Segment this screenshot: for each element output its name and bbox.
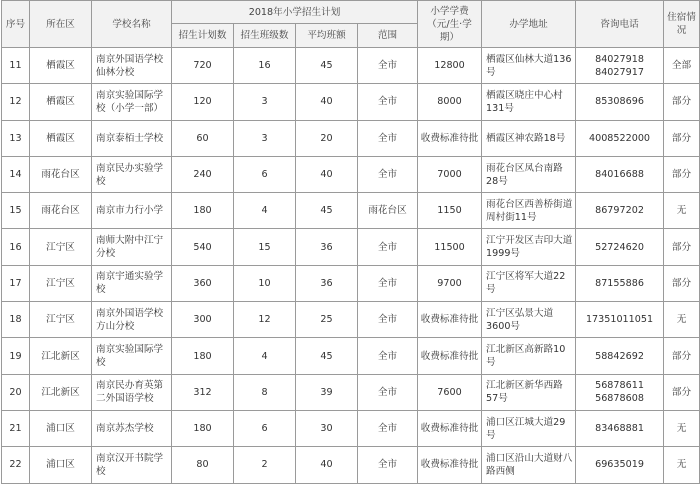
table-row — [2, 48, 700, 84]
cell-class-count: 6 — [234, 410, 296, 446]
cell-boarding: 部分 — [664, 156, 700, 192]
cell-address: 江宁区弘景大道3600号 — [482, 302, 576, 338]
cell-plan-count: 300 — [172, 302, 234, 338]
cell-tuition: 收费标准待批 — [418, 120, 482, 156]
cell-seq: 18 — [2, 302, 30, 338]
header-district: 所在区 — [30, 1, 92, 48]
cell-seq: 12 — [2, 84, 30, 120]
cell-tuition: 7000 — [418, 156, 482, 192]
cell-class-count: 12 — [234, 302, 296, 338]
cell-class-count: 6 — [234, 156, 296, 192]
cell-phone: 56878611 56878608 — [576, 374, 664, 410]
cell-district: 江宁区 — [30, 302, 92, 338]
cell-phone: 84016688 — [576, 156, 664, 192]
table-row — [2, 229, 700, 265]
cell-school: 南京汉开书院学校 — [92, 447, 172, 483]
cell-phone: 69635019 — [576, 447, 664, 483]
cell-plan-count: 180 — [172, 338, 234, 374]
cell-address: 江宁开发区吉印大道1999号 — [482, 229, 576, 265]
cell-avg-class: 45 — [296, 48, 358, 84]
cell-phone: 17351011051 — [576, 302, 664, 338]
cell-tuition: 收费标准待批 — [418, 338, 482, 374]
cell-district: 栖霞区 — [30, 48, 92, 84]
cell-seq: 21 — [2, 410, 30, 446]
table-row — [2, 265, 700, 301]
table-row — [2, 120, 700, 156]
cell-district: 雨花台区 — [30, 193, 92, 229]
cell-class-count: 4 — [234, 338, 296, 374]
cell-plan-count: 360 — [172, 265, 234, 301]
table-row — [2, 193, 700, 229]
cell-avg-class: 39 — [296, 374, 358, 410]
cell-tuition: 收费标准待批 — [418, 302, 482, 338]
header-avg-class: 平均班额 — [296, 24, 358, 48]
cell-district: 浦口区 — [30, 410, 92, 446]
cell-boarding: 无 — [664, 410, 700, 446]
cell-address: 江北新区高新路10号 — [482, 338, 576, 374]
cell-district: 江宁区 — [30, 265, 92, 301]
cell-tuition: 收费标准待批 — [418, 447, 482, 483]
cell-scope: 全市 — [358, 156, 418, 192]
cell-plan-count: 60 — [172, 120, 234, 156]
cell-school: 南京外国语学校方山分校 — [92, 302, 172, 338]
cell-tuition: 收费标准待批 — [418, 410, 482, 446]
cell-address: 栖霞区晓庄中心村131号 — [482, 84, 576, 120]
cell-seq: 22 — [2, 447, 30, 483]
table-row — [2, 447, 700, 483]
cell-scope: 全市 — [358, 48, 418, 84]
cell-address: 江宁区将军大道22号 — [482, 265, 576, 301]
cell-class-count: 2 — [234, 447, 296, 483]
header-seq: 序号 — [2, 1, 30, 48]
cell-school: 南京苏杰学校 — [92, 410, 172, 446]
cell-school: 南京泰栢士学校 — [92, 120, 172, 156]
cell-district: 雨花台区 — [30, 156, 92, 192]
cell-class-count: 3 — [234, 84, 296, 120]
header-school: 学校名称 — [92, 1, 172, 48]
cell-school: 南京实验国际学校 — [92, 338, 172, 374]
cell-district: 栖霞区 — [30, 120, 92, 156]
cell-seq: 13 — [2, 120, 30, 156]
cell-tuition: 8000 — [418, 84, 482, 120]
header-address: 办学地址 — [482, 1, 576, 48]
cell-school: 南京宇通实验学校 — [92, 265, 172, 301]
cell-avg-class: 30 — [296, 410, 358, 446]
cell-phone: 86797202 — [576, 193, 664, 229]
cell-phone: 83468881 — [576, 410, 664, 446]
cell-class-count: 15 — [234, 229, 296, 265]
cell-scope: 全市 — [358, 410, 418, 446]
cell-seq: 20 — [2, 374, 30, 410]
cell-plan-count: 180 — [172, 410, 234, 446]
cell-phone: 85308696 — [576, 84, 664, 120]
cell-seq: 15 — [2, 193, 30, 229]
cell-boarding: 无 — [664, 447, 700, 483]
cell-seq: 11 — [2, 48, 30, 84]
cell-school: 南京实验国际学校（小学一部） — [92, 84, 172, 120]
cell-phone: 58842692 — [576, 338, 664, 374]
cell-school: 南京市力行小学 — [92, 193, 172, 229]
table-row — [2, 338, 700, 374]
cell-district: 江北新区 — [30, 338, 92, 374]
cell-avg-class: 40 — [296, 447, 358, 483]
cell-school: 南京外国语学校仙林分校 — [92, 48, 172, 84]
cell-plan-count: 540 — [172, 229, 234, 265]
cell-tuition: 9700 — [418, 265, 482, 301]
cell-tuition: 7600 — [418, 374, 482, 410]
table-row — [2, 410, 700, 446]
cell-district: 江北新区 — [30, 374, 92, 410]
header-boarding: 住宿情况 — [664, 1, 700, 48]
cell-seq: 17 — [2, 265, 30, 301]
cell-phone: 84027918 84027917 — [576, 48, 664, 84]
header-scope: 范围 — [358, 24, 418, 48]
cell-address: 栖霞区神农路18号 — [482, 120, 576, 156]
header-tuition: 小学学费（元/生·学期） — [418, 1, 482, 48]
table-body — [2, 48, 700, 484]
cell-school: 南京民办育英第二外国语学校 — [92, 374, 172, 410]
cell-avg-class: 40 — [296, 156, 358, 192]
cell-tuition: 12800 — [418, 48, 482, 84]
cell-plan-count: 312 — [172, 374, 234, 410]
cell-seq: 16 — [2, 229, 30, 265]
cell-boarding: 部分 — [664, 84, 700, 120]
cell-avg-class: 45 — [296, 193, 358, 229]
cell-plan-count: 720 — [172, 48, 234, 84]
cell-class-count: 10 — [234, 265, 296, 301]
cell-boarding: 部分 — [664, 265, 700, 301]
table-row — [2, 374, 700, 410]
table-row — [2, 156, 700, 192]
cell-scope: 全市 — [358, 447, 418, 483]
cell-seq: 19 — [2, 338, 30, 374]
cell-class-count: 8 — [234, 374, 296, 410]
cell-class-count: 16 — [234, 48, 296, 84]
cell-school: 南师大附中江宁分校 — [92, 229, 172, 265]
cell-avg-class: 36 — [296, 229, 358, 265]
cell-boarding: 无 — [664, 302, 700, 338]
cell-boarding: 全部 — [664, 48, 700, 84]
cell-address: 雨花台区凤台南路28号 — [482, 156, 576, 192]
cell-avg-class: 45 — [296, 338, 358, 374]
cell-address: 栖霞区仙林大道136号 — [482, 48, 576, 84]
cell-seq: 14 — [2, 156, 30, 192]
cell-boarding: 部分 — [664, 374, 700, 410]
enrollment-table — [1, 0, 700, 484]
cell-phone: 4008522000 — [576, 120, 664, 156]
cell-address: 浦口区江城大道29号 — [482, 410, 576, 446]
cell-scope: 全市 — [358, 84, 418, 120]
header-plan-count: 招生计划数 — [172, 24, 234, 48]
cell-phone: 52724620 — [576, 229, 664, 265]
cell-tuition: 11500 — [418, 229, 482, 265]
table-header — [2, 1, 700, 48]
cell-scope: 全市 — [358, 374, 418, 410]
cell-boarding: 部分 — [664, 338, 700, 374]
cell-scope: 全市 — [358, 120, 418, 156]
cell-tuition: 1150 — [418, 193, 482, 229]
cell-plan-count: 80 — [172, 447, 234, 483]
cell-avg-class: 25 — [296, 302, 358, 338]
cell-scope: 全市 — [358, 229, 418, 265]
cell-plan-count: 120 — [172, 84, 234, 120]
cell-district: 江宁区 — [30, 229, 92, 265]
cell-class-count: 4 — [234, 193, 296, 229]
cell-plan-count: 180 — [172, 193, 234, 229]
cell-avg-class: 36 — [296, 265, 358, 301]
cell-address: 江北新区新华西路57号 — [482, 374, 576, 410]
cell-boarding: 部分 — [664, 229, 700, 265]
table-row — [2, 84, 700, 120]
cell-address: 浦口区沿山大道财八路西侧 — [482, 447, 576, 483]
cell-scope: 全市 — [358, 265, 418, 301]
cell-scope: 全市 — [358, 338, 418, 374]
cell-class-count: 3 — [234, 120, 296, 156]
table-row — [2, 302, 700, 338]
header-class-count: 招生班级数 — [234, 24, 296, 48]
cell-district: 栖霞区 — [30, 84, 92, 120]
cell-boarding: 无 — [664, 193, 700, 229]
header-phone: 咨询电话 — [576, 1, 664, 48]
cell-plan-count: 240 — [172, 156, 234, 192]
cell-school: 南京民办实验学校 — [92, 156, 172, 192]
header-plan-group: 2018年小学招生计划 — [172, 1, 418, 24]
cell-scope: 雨花台区 — [358, 193, 418, 229]
cell-district: 浦口区 — [30, 447, 92, 483]
cell-boarding: 部分 — [664, 120, 700, 156]
cell-address: 雨花台区西善桥街道周村街11号 — [482, 193, 576, 229]
cell-scope: 全市 — [358, 302, 418, 338]
cell-avg-class: 40 — [296, 84, 358, 120]
cell-avg-class: 20 — [296, 120, 358, 156]
cell-phone: 87155886 — [576, 265, 664, 301]
